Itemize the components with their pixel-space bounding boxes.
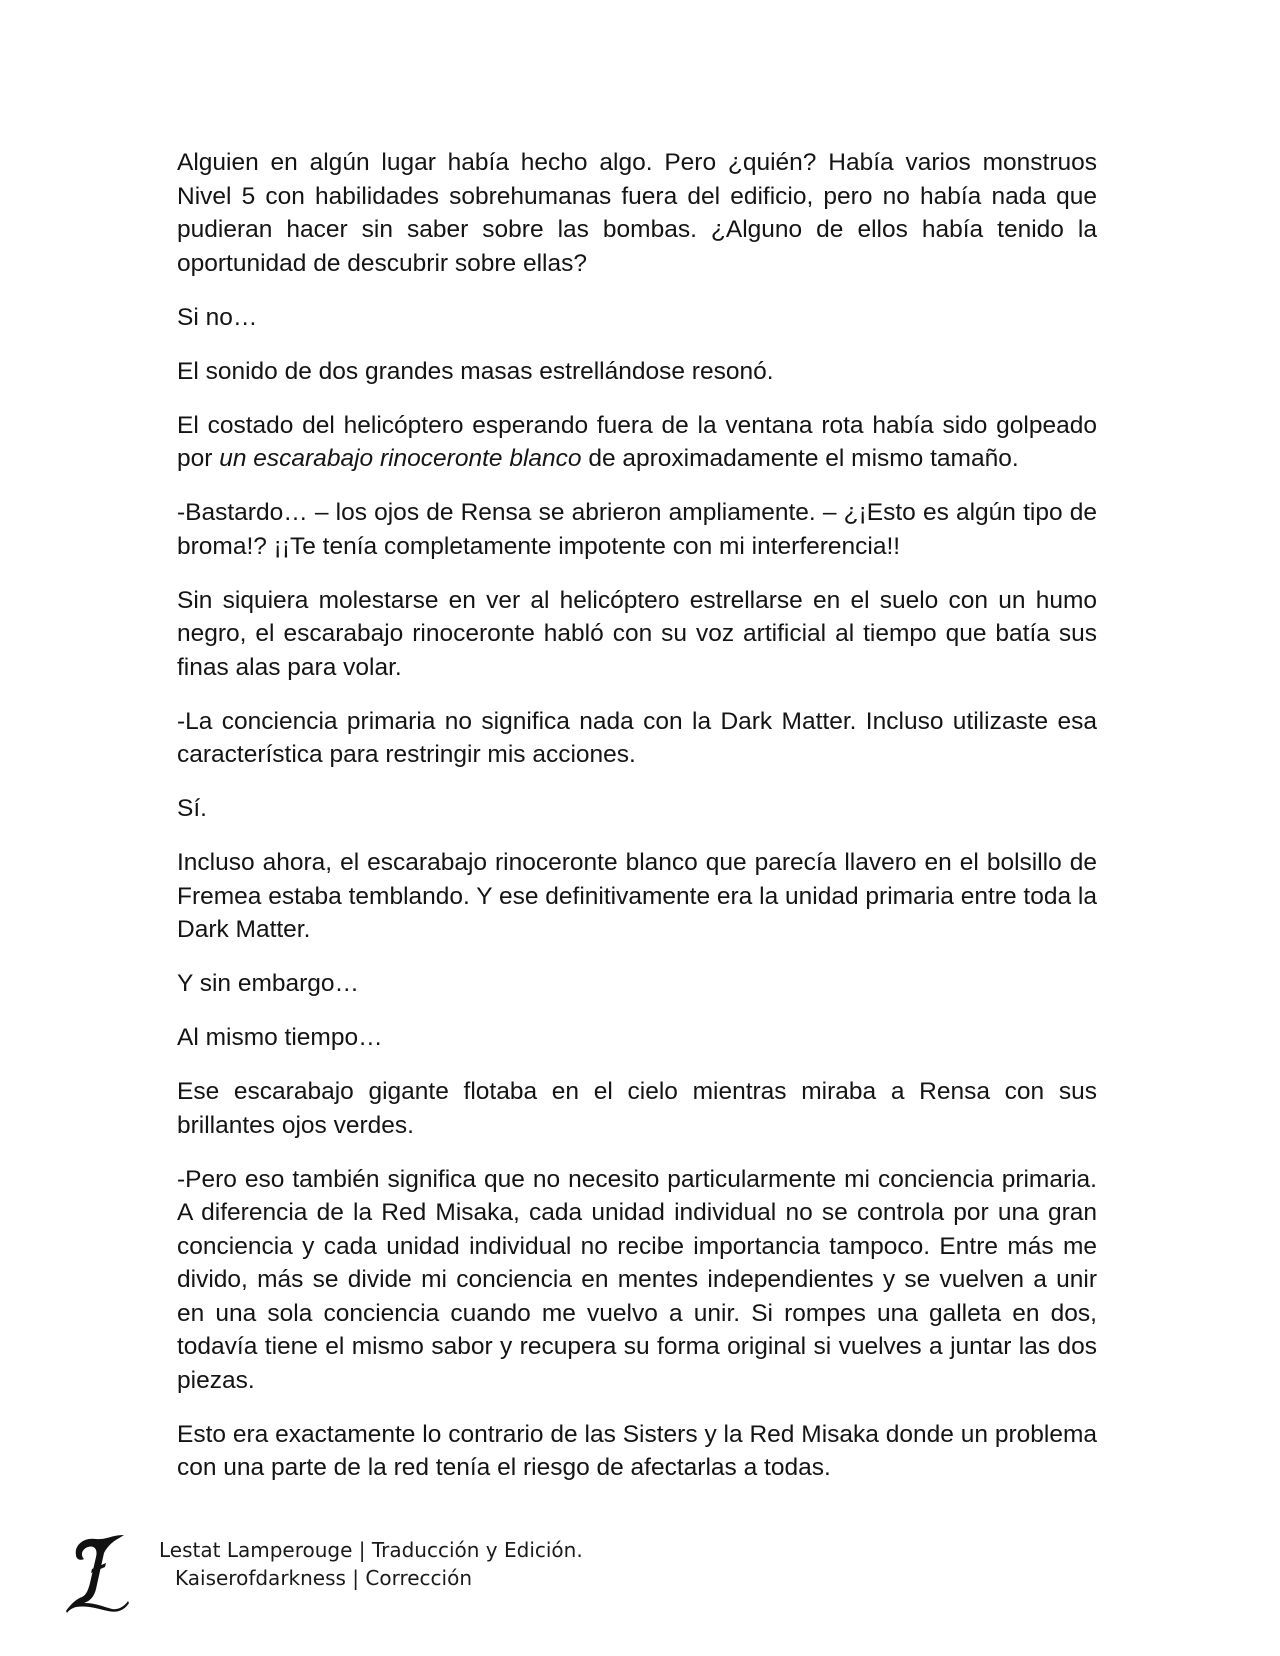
footer-credit-correction: Kaiserofdarkness | Corrección xyxy=(175,1566,473,1590)
paragraph-11: Al mismo tiempo… xyxy=(177,1024,383,1051)
paragraph-6: Sin siquiera molestarse en ver al helicóptero estrellarse en el suelo con un humo negro, el escarabajo rinoceronte habló con su voz artificial al tiempo que batía sus finas alas para volar. xyxy=(177,586,1097,681)
paragraph-9: Incluso ahora, el escarabajo rinoceronte blanco que parecía llavero en el bolsillo de Fremea estaba temblando. Y ese definitivamente era la unidad primaria entre toda la Dark Matter. xyxy=(177,849,1097,943)
paragraph-8: Sí. xyxy=(177,795,207,822)
paragraph-4-italic: un escarabajo rinoceronte blanco xyxy=(219,445,582,472)
page-footer xyxy=(66,1533,706,1623)
paragraph-7: -La conciencia primaria no significa nada con la Dark Matter. Incluso utilizaste esa característica para restringir mis acciones. xyxy=(177,707,1097,768)
paragraph-4-end: de aproximadamente el mismo tamaño. xyxy=(581,445,1019,472)
paragraph-10: Y sin embargo… xyxy=(177,970,360,997)
footer-credit-translation: Lestat Lamperouge | Traducción y Edición. xyxy=(159,1538,583,1562)
paragraph-4-start: El costado del helicóptero esperando fuera de la ventana rota había sido golpeado por xyxy=(177,411,1097,472)
paragraph-13: -Pero eso también significa que no necesito particularmente mi conciencia primaria. A diferencia de la Red Misaka, cada unidad individual no se controla por una gran conciencia y cada unidad individual no recibe importancia tampoco. Entre más me divido, más se divide mi conciencia en mentes independientes y se vuelven a unir en una sola conciencia cuando me vuelvo a unir. Si rompes una galleta en dos, todavía tiene el mismo sabor y recupera su forma original si vuelves a juntar las dos piezas. xyxy=(177,1165,1097,1394)
paragraph-5: -Bastardo… – los ojos de Rensa se abrieron ampliamente. – ¿¡Esto es algún tipo de broma!? ¡¡Te tenía completamente impotente con mi interferencia!! xyxy=(177,499,1097,560)
paragraph-3: El sonido de dos grandes masas estrellándose resonó. xyxy=(177,357,774,385)
paragraph-4 xyxy=(177,409,1097,476)
paragraph-14: Esto era exactamente lo contrario de las Sisters y la Red Misaka donde un problema con una parte de la red tenía el riesgo de afectarlas a todas. xyxy=(177,1420,1097,1481)
gothic-l-logo-icon xyxy=(66,1533,130,1613)
paragraph-2: Si no… xyxy=(177,303,258,331)
paragraph-12: Ese escarabajo gigante flotaba en el cielo mientras miraba a Rensa con sus brillantes ojos verdes. xyxy=(177,1078,1097,1139)
paragraph-1: Alguien en algún lugar había hecho algo. Pero ¿quién? Había varios monstruos Nivel 5 con habilidades sobrehumanas fuera del edificio, pero no había nada que pudieran hacer sin saber sobre las bombas. ¿Alguno de ellos había tenido la oportunidad de descubrir sobre ellas? xyxy=(177,149,1097,277)
document-body xyxy=(177,146,1097,1485)
